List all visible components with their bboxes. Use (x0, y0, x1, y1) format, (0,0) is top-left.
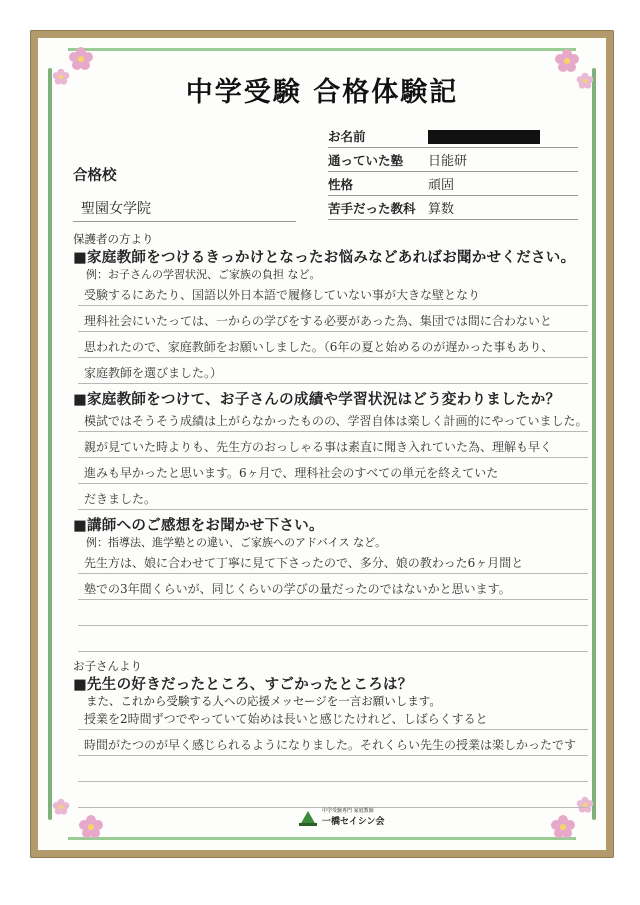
flower-icon (52, 798, 70, 816)
child-section-label: お子さんより (73, 659, 142, 673)
juku-label: 通っていた塾 (328, 153, 404, 168)
answer-line: 授業を2時間ずつでやっていて始めは長いと感じたけれど、しばらくすると (78, 704, 588, 730)
flower-icon (78, 814, 104, 840)
paper-frame (30, 30, 614, 858)
answer-line (78, 756, 588, 782)
name-label: お名前 (328, 129, 366, 144)
answer-line (78, 600, 588, 626)
answer-line: 家庭教師を選びました。） (78, 358, 588, 384)
answer-line: 模試ではそうそう成績は上がらなかったものの、学習自体は楽しく計画的にやっていました。 (78, 406, 588, 432)
question-3-example: 例：指導法、進学塾との違い、ご家族へのアドバイス など。 (86, 536, 387, 549)
question-3: ■講師へのご感想をお聞かせ下さい。 (73, 518, 324, 534)
redacted-name (428, 130, 540, 144)
answer-line (78, 626, 588, 652)
questionnaire-sheet (38, 38, 606, 850)
page-title: 中学受験 合格体験記 (185, 77, 459, 108)
answer-line: 受験するにあたり、国語以外日本語で履修していない事が大きな壁となり (78, 280, 588, 306)
vine-decoration-top (68, 48, 576, 51)
question-1-example: 例：お子さんの学習状況、ご家族の負担 など。 (86, 268, 321, 281)
juku-row (328, 148, 578, 172)
personality-value: 頑固 (428, 178, 455, 193)
brand-name: 一橋セイシン会 (322, 817, 385, 827)
school-label: 合格校 (73, 168, 117, 184)
guardian-section-label: 保護者の方より (73, 232, 154, 246)
question-4: ■先生の好きだったところ、すごかったところは？ (73, 677, 413, 693)
juku-value: 日能研 (428, 154, 468, 169)
answer-line: 先生方は、娘に合わせて丁寧に見て下さったので、多分、娘の教わった6ヶ月間と (78, 548, 588, 574)
personality-row (328, 172, 578, 196)
answer-1 (78, 280, 588, 384)
answer-2 (78, 406, 588, 510)
answer-line: だきました。 (78, 484, 588, 510)
weak-subject-value: 算数 (428, 202, 455, 217)
answer-line (78, 782, 588, 808)
personality-label: 性格 (328, 177, 354, 192)
question-4-sub: また、これから受験する人への応援メッセージを一言お願いします。 (86, 694, 441, 708)
answer-3 (78, 548, 588, 652)
brand-logo-icon (298, 809, 318, 827)
vine-decoration-bottom (68, 837, 576, 840)
answer-line: 理科社会にいたっては、一からの学びをする必要があった為、集団では間に合わないと (78, 306, 588, 332)
flower-icon (550, 814, 576, 840)
school-value: 聖園女学院 (73, 198, 296, 222)
weak-subject-label: 苦手だった教科 (328, 201, 416, 216)
brand-footer (298, 808, 385, 827)
flower-icon (68, 46, 94, 72)
answer-line: 思われたので、家庭教師をお願いしました。（6年の夏と始めるのが遅かった事もあり、 (78, 332, 588, 358)
weak-subject-row (328, 196, 578, 220)
answer-line: 進みも早かったと思います。6ヶ月で、理科社会のすべての単元を終えていた (78, 458, 588, 484)
answer-line: 親が見ていた時よりも、先生方のおっしゃる事は素直に聞き入れていた為、理解も早く (78, 432, 588, 458)
vine-decoration-right (592, 68, 596, 820)
name-row (328, 124, 578, 148)
question-1: ■家庭教師をつけるきっかけとなったお悩みなどあればお聞かせください。 (73, 250, 576, 266)
answer-line: 時間がたつのが早く感じられるようになりました。それくらい先生の授業は楽しかったです (78, 730, 588, 756)
vine-decoration-left (48, 68, 52, 820)
brand-tagline: 中学受験専門 家庭教師 (322, 808, 374, 814)
answer-4 (78, 704, 588, 808)
question-2: ■家庭教師をつけて、お子さんの成績や学習状況はどう変わりましたか？ (73, 392, 561, 408)
answer-line: 塾での3年間くらいが、同じくらいの学びの量だったのではないかと思います。 (78, 574, 588, 600)
profile-table (328, 124, 578, 220)
